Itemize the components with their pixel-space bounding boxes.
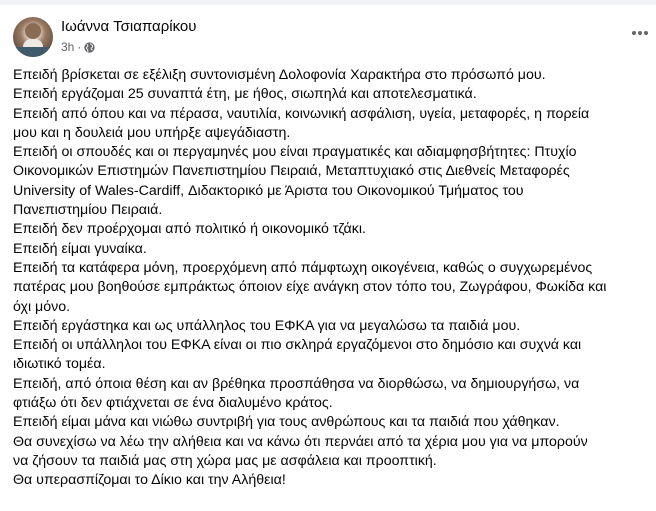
post-line: Επειδή βρίσκεται σε εξέλιξη συντονισμένη Δολοφονία Χαρακτήρα στο πρόσωπό μου. (13, 67, 546, 83)
post-line: μου και η δουλειά μου υπήρξε αψεγάδιαστη. (13, 124, 291, 141)
more-options-icon[interactable] (632, 31, 648, 35)
post-line: Θα συνεχίσω να λέω την αλήθεια και να κάνω ότι περνάει από τα χέρια μου για να μπορούν (13, 433, 588, 450)
post-line: πατέρας μου βοηθούσε εμπράκτως όποιον είχε ανάγκη στον τόπο του, Ζωγράφου, Φωκίδα και (13, 279, 607, 296)
globe-icon[interactable] (84, 42, 95, 53)
post-line: Οικονομικών Επιστημών Πανεπιστημίου Πειραιά, Μεταπτυχιακό στις Διεθνείς Μεταφορές (13, 163, 570, 180)
top-band (0, 0, 656, 5)
post-line: Θα υπερασπίζομαι το Δίκιο και την Αλήθεια! (13, 472, 286, 489)
post-line: Επειδή εργάζομαι 25 συναπτά έτη, με ήθος, σιωπηλά και αποτελεσματικά. (13, 86, 477, 103)
post-meta (61, 40, 95, 54)
post-line: Επειδή εργάστηκα και ως υπάλληλος του ΕΦΚΑ για να μεγαλώσω τα παιδιά μου. (13, 317, 521, 334)
post-line: Επειδή, από όποια θέση και αν βρέθηκα προσπάθησα να διορθώσω, να δημιουργήσω, να (13, 375, 580, 392)
post-line: όχι μόνο. (13, 298, 71, 315)
post-line: Επειδή τα κατάφερα μόνη, προερχόμενη από πάμφτωχη οικογένεια, καθώς ο συγχωρεμένος (13, 259, 593, 276)
post-line: University of Wales-Cardiff, Διδακτορικό με Άριστα του Οικονομικού Τμήματος του (13, 182, 524, 199)
post-line: Επειδή οι υπάλληλοι του ΕΦΚΑ είναι οι πιο σκληρά εργαζόμενοι στο δημόσιο και συχνά και (13, 337, 582, 354)
post-line: Επειδή είμαι γυναίκα. (13, 240, 147, 257)
post-line: φτιάξω ότι δεν φτιάχνεται σε ένα διαλυμένο κράτος. (13, 395, 333, 412)
post-line: Επειδή είμαι μάνα και νιώθω συντριβή για τους ανθρώπους και τα παιδιά που χάθηκαν. (13, 414, 560, 431)
post-line: Επειδή δεν προέρχομαι από πολιτικό ή οικονομικό τζάκι. (13, 221, 366, 238)
post-body (13, 66, 653, 491)
author-avatar[interactable] (13, 17, 53, 57)
post-line: Πανεπιστημίου Πειραιά. (13, 202, 163, 219)
post-timestamp[interactable]: 3h (61, 40, 75, 54)
post-line: Επειδή οι σπουδές και οι περγαμηνές μου είναι πραγματικές και αδιαμφησβήτητες: Πτυχίο (13, 144, 577, 161)
post-line: ιδιωτικό τομέα. (13, 356, 106, 373)
meta-separator: · (77, 40, 82, 54)
author-name[interactable]: Ιωάννα Τσιαπαρίκου (61, 18, 197, 35)
post-line: Επειδή από όπου και να πέρασα, ναυτιλία, κοινωνική ασφάλιση, υγεία, μεταφορές, η πορεία (13, 105, 590, 122)
post-line: να ζήσουν τα παιδιά μας στη χώρα μας με ασφάλεια και προοπτική. (13, 452, 437, 469)
